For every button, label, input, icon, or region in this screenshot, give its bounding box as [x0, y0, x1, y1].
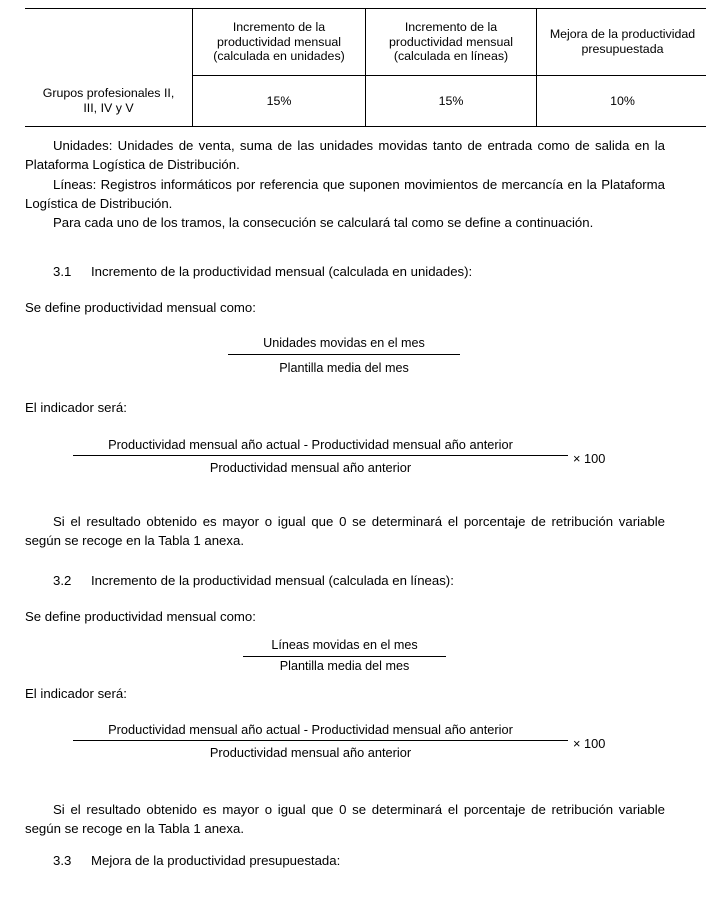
section-title: Incremento de la productividad mensual (calculada en líneas): — [91, 573, 454, 588]
header-line-3: (calculada en unidades) — [213, 49, 345, 64]
header-line-1: Incremento de la — [404, 20, 498, 35]
paragraph-unidades: Unidades: Unidades de venta, suma de las unidades movidas tanto de entrada como de salida en la Plataforma Logística de Distribución. — [25, 138, 665, 173]
indicador-label-1 — [25, 398, 665, 417]
section-title: Mejora de la productividad presupuestada: — [91, 853, 341, 868]
definitions-block — [25, 136, 665, 232]
section-number: 3.3 — [53, 853, 72, 868]
productivity-table-container — [25, 8, 696, 127]
table-header-cell-unidades — [193, 9, 366, 76]
result-block-1 — [25, 512, 665, 551]
table-cell-value-presupuestada: 10% — [537, 76, 706, 127]
formula-numerator: Líneas movidas en el mes — [271, 638, 418, 652]
formula-numerator: Productividad mensual año actual - Productividad mensual año anterior — [108, 437, 513, 452]
label-se-define-1: Se define productividad mensual como: — [25, 300, 256, 315]
header-line-2: productividad mensual — [389, 34, 513, 49]
formula-indicador-lineas — [73, 722, 606, 761]
define-label-2 — [25, 607, 665, 626]
header-line-1: Incremento de la — [232, 20, 326, 35]
paragraph-lineas: Líneas: Registros informáticos por referencia que suponen movimientos de mercancía en la Plataforma Logística de Distribución. — [25, 176, 665, 211]
result-block-2 — [25, 800, 665, 839]
formula-numerator: Productividad mensual año actual - Productividad mensual año anterior — [108, 722, 513, 737]
formula-productividad-lineas — [243, 638, 446, 674]
section-3-3-heading — [25, 851, 665, 870]
formula-indicador-unidades — [73, 437, 606, 476]
productivity-table — [25, 8, 706, 127]
section-3-1-heading — [25, 262, 665, 281]
group-label-line-1: Grupos profesionales II, — [42, 86, 175, 101]
paragraph-tramos: Para cada uno de los tramos, la consecución se calculará tal como se define a continuación. — [53, 215, 594, 231]
table-row — [25, 76, 706, 127]
section-number: 3.2 — [53, 573, 72, 588]
label-se-define-2: Se define productividad mensual como: — [25, 609, 256, 624]
group-label-line-2: III, IV y V — [83, 100, 134, 115]
header-line-2: productividad mensual — [217, 34, 341, 49]
table-cell-group-label — [25, 76, 193, 127]
formula-multiplier: × 100 — [573, 736, 606, 751]
label-el-indicador-1: El indicador será: — [25, 400, 127, 415]
formula-multiplier: × 100 — [573, 451, 606, 466]
table-header-cell-lineas — [366, 9, 537, 76]
formula-denominator: Productividad mensual año anterior — [209, 745, 412, 761]
paragraph-resultado-2: Si el resultado obtenido es mayor o igual que 0 se determinará el porcentaje de retribución variable según se recoge en la Tabla 1 anexa. — [25, 802, 665, 837]
paragraph-resultado-1: Si el resultado obtenido es mayor o igual que 0 se determinará el porcentaje de retribución variable según se recoge en la Tabla 1 anexa. — [25, 514, 665, 549]
section-3-2-heading — [25, 571, 665, 590]
table-cell-value-lineas: 15% — [366, 76, 537, 127]
indicador-label-2 — [25, 684, 665, 703]
formula-denominator: Productividad mensual año anterior — [209, 460, 412, 476]
header-line-1: Mejora de la productividad — [549, 27, 696, 42]
section-number: 3.1 — [53, 264, 72, 279]
formula-denominator: Plantilla media del mes — [279, 360, 409, 375]
table-cell-value-unidades: 15% — [193, 76, 366, 127]
header-line-3: (calculada en líneas) — [393, 49, 509, 64]
section-title: Incremento de la productividad mensual (calculada en unidades): — [91, 264, 473, 279]
define-label-1 — [25, 298, 665, 317]
formula-numerator: Unidades movidas en el mes — [263, 336, 425, 350]
label-el-indicador-2: El indicador será: — [25, 686, 127, 701]
formula-productividad-unidades — [228, 336, 460, 376]
table-header-cell-blank — [25, 9, 193, 76]
formula-denominator: Plantilla media del mes — [279, 658, 410, 673]
header-line-2: presupuestada — [581, 42, 664, 56]
table-header-row — [25, 9, 706, 76]
table-header-cell-presupuestada — [537, 9, 706, 76]
